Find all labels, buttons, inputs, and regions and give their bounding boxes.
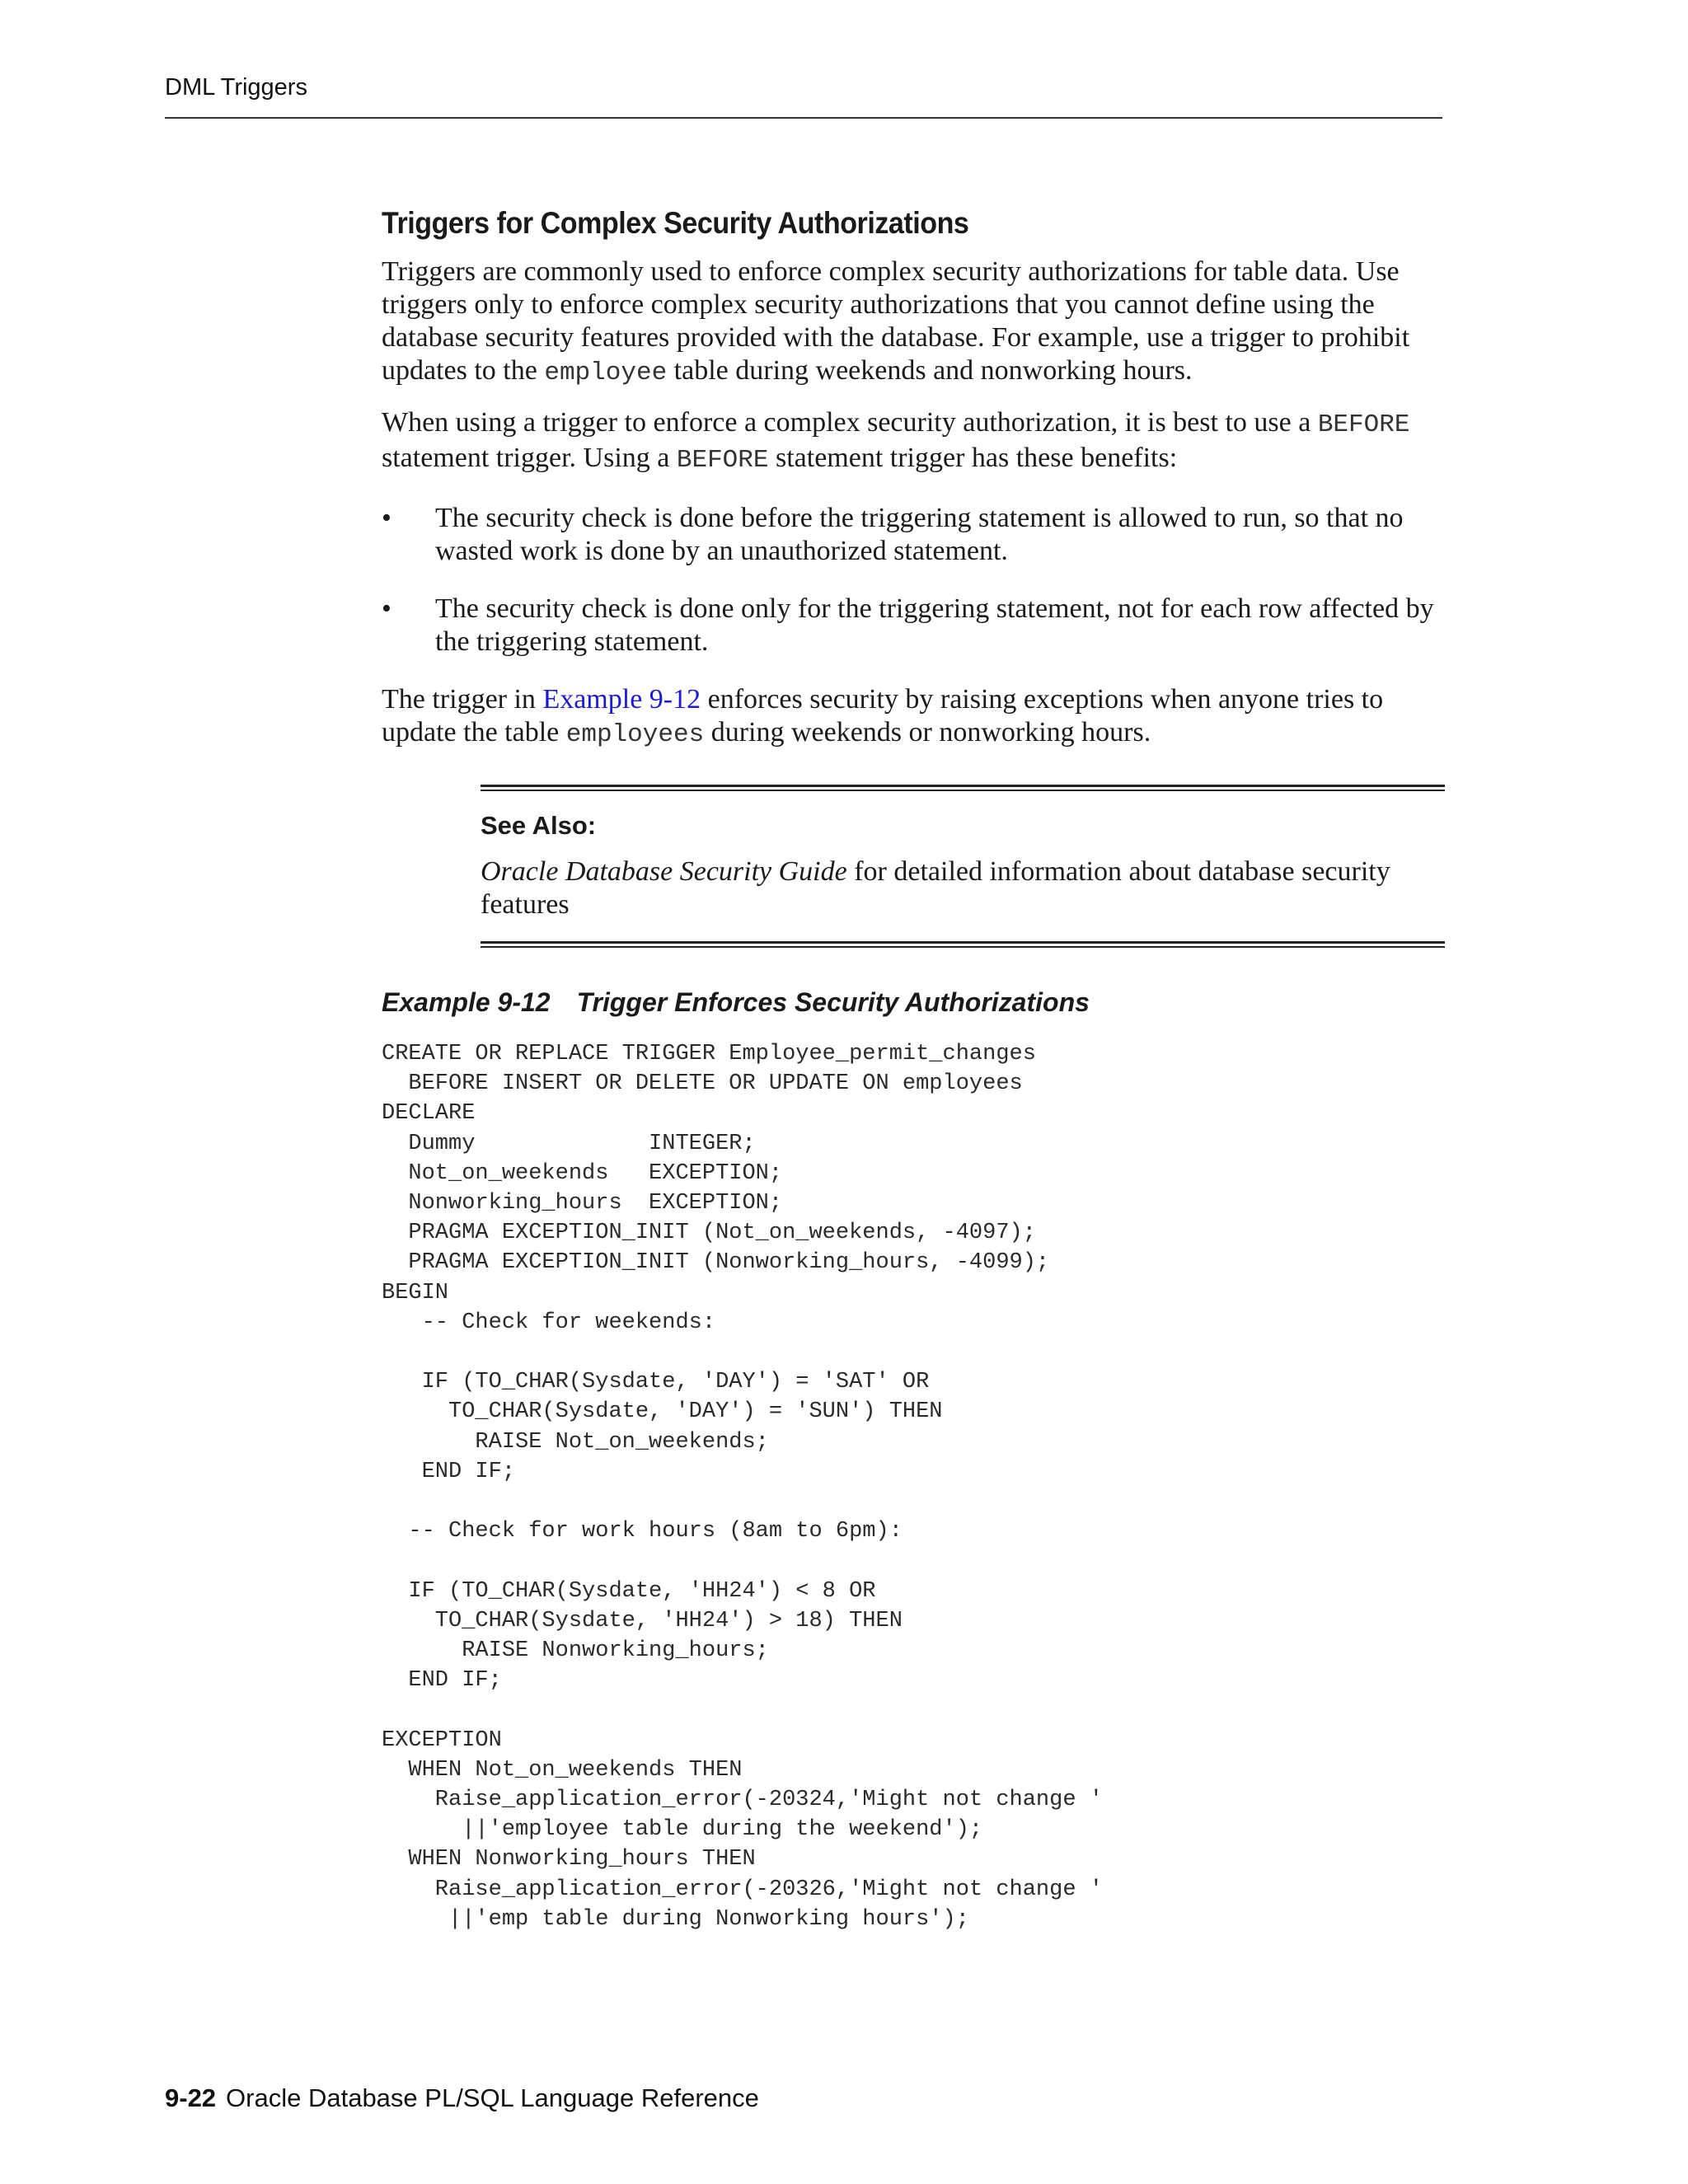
example-reference-paragraph [382,683,1445,752]
see-also-bottom-rule [481,941,1445,948]
bullet-icon: • [382,593,392,624]
before-text-2: statement trigger. Using a [382,443,677,473]
inline-code-before-2: BEFORE [676,446,769,475]
inline-code-before-1: BEFORE [1317,410,1410,439]
example-link[interactable]: Example 9-12 [542,684,701,715]
see-also-title: See Also: [481,811,597,840]
header-divider [165,117,1442,119]
inline-code-employee: employee [544,359,668,387]
before-text-1: When using a trigger to enforce a complex security authorization, it is best to use a [382,407,1318,438]
list-item-text: The security check is done only for the triggering statement, not for each row affected by the triggering statement. [435,593,1434,657]
see-also-top-rule [481,785,1445,791]
reference-text-1: The trigger in [382,684,543,715]
intro-paragraph [382,255,1445,390]
code-listing: CREATE OR REPLACE TRIGGER Employee_permit_changes BEFORE INSERT OR DELETE OR UPDATE ON employees DECLARE Dummy INTEGER; Not_on_weekends EXCEPTION; Nonworking_hours EXCEPTION; PRAGMA EXCEPTION_INIT (Not_on_weekends, -4097); PRAGMA EXCEPTION_INIT (Nonworking_hours, -4099); BEGIN -- Check for weekends: IF (TO_CHAR(Sysdate, 'DAY') = 'SAT' OR TO_CHAR(Sysdate, 'DAY') = 'SUN') THEN RAISE Not_on_weekends; END IF; -- Check for work hours (8am to 6pm): IF (TO_CHAR(Sysdate, 'HH24') < 8 OR TO_CHAR(Sysdate, 'HH24') > 18) THEN RAISE Nonworking_hours; END IF; EXCEPTION WHEN Not_on_weekends THEN Raise_application_error(-20324,'Might not change ' ||'employee table during the weekend'); WHEN Nonworking_hours THEN Raise_application_error(-20326,'Might not change ' ||'emp table during Nonworking hours'); [382,1042,1103,1932]
example-number: Example 9-12 [382,987,551,1017]
page-number: 9-22 [165,2083,217,2112]
section-title: Triggers for Complex Security Authorizations [382,206,969,240]
see-also-book-title: Oracle Database Security Guide [481,856,847,887]
see-also-box [481,785,1445,948]
running-header: DML Triggers [165,74,307,101]
before-text-3: statement trigger has these benefits: [768,443,1178,473]
bullet-icon: • [382,503,392,533]
benefits-list [382,502,1445,658]
intro-text-2: table during weekends and nonworking hours. [667,355,1193,386]
footer-book-title: Oracle Database PL/SQL Language Reference [226,2083,759,2112]
inline-code-employees: employees [565,720,705,749]
reference-text-3: during weekends or nonworking hours. [704,717,1151,748]
list-item-text: The security check is done before the triggering statement is allowed to run, so that no wasted work is done by an unauthorized statement. [435,503,1404,566]
intro-text-1: Triggers are commonly used to enforce complex security authorizations for table data. Use triggers only to enforce complex security authorizations that you cannot define using the database security features provided with the database. For example, use a trigger to prohibit updates to the [382,256,1410,386]
example-caption: Trigger Enforces Security Authorizations [576,987,1090,1017]
example-title [382,987,1445,1018]
reference-text-2: enforces security by raising exceptions when anyone tries to update the table [382,684,1384,748]
main-content [382,206,1445,1934]
see-also-text [481,855,1445,921]
see-also-description: for detailed information about database security features [481,856,1390,920]
list-item [382,502,1445,568]
page-footer [165,2083,759,2113]
before-trigger-paragraph [382,406,1445,477]
list-item [382,593,1445,658]
